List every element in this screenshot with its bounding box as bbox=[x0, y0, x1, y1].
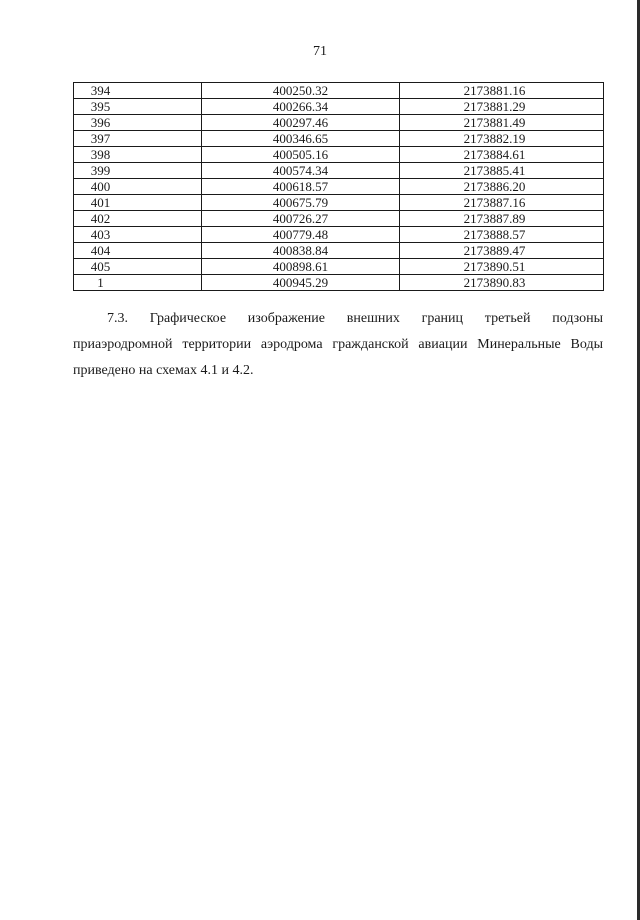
x-coordinate-cell: 400838.84 bbox=[202, 243, 400, 259]
x-coordinate-cell: 400297.46 bbox=[202, 115, 400, 131]
table-row bbox=[74, 243, 604, 259]
paragraph-line: 7.3. Графическое изображение внешних границ третьей подзоны bbox=[107, 311, 603, 326]
table-row bbox=[74, 179, 604, 195]
point-number-cell: 397 bbox=[74, 131, 202, 147]
y-coordinate-cell: 2173885.41 bbox=[400, 163, 604, 179]
x-coordinate-cell: 400574.34 bbox=[202, 163, 400, 179]
y-coordinate-cell: 2173888.57 bbox=[400, 227, 604, 243]
table-row bbox=[74, 259, 604, 275]
x-coordinate-cell: 400250.32 bbox=[202, 83, 400, 99]
coordinates-table-body bbox=[74, 83, 604, 291]
y-coordinate-cell: 2173882.19 bbox=[400, 131, 604, 147]
x-coordinate-cell: 400618.57 bbox=[202, 179, 400, 195]
point-number-cell: 405 bbox=[74, 259, 202, 275]
table-row bbox=[74, 115, 604, 131]
paragraph-line: приаэродромной территории аэродрома гражданской авиации Минеральные Воды bbox=[73, 337, 603, 352]
paragraph-line: приведено на схемах 4.1 и 4.2. bbox=[73, 363, 254, 378]
table-row bbox=[74, 275, 604, 291]
point-number-cell: 402 bbox=[74, 211, 202, 227]
coordinates-table bbox=[73, 82, 604, 291]
y-coordinate-cell: 2173881.29 bbox=[400, 99, 604, 115]
table-row bbox=[74, 147, 604, 163]
y-coordinate-cell: 2173889.47 bbox=[400, 243, 604, 259]
x-coordinate-cell: 400898.61 bbox=[202, 259, 400, 275]
point-number-cell: 400 bbox=[74, 179, 202, 195]
point-number-cell: 399 bbox=[74, 163, 202, 179]
page-number: 71 bbox=[313, 44, 327, 59]
point-number-cell: 395 bbox=[74, 99, 202, 115]
y-coordinate-cell: 2173886.20 bbox=[400, 179, 604, 195]
y-coordinate-cell: 2173881.49 bbox=[400, 115, 604, 131]
x-coordinate-cell: 400945.29 bbox=[202, 275, 400, 291]
table-row bbox=[74, 195, 604, 211]
point-number-cell: 401 bbox=[74, 195, 202, 211]
table-row bbox=[74, 163, 604, 179]
y-coordinate-cell: 2173890.83 bbox=[400, 275, 604, 291]
point-number-cell: 396 bbox=[74, 115, 202, 131]
point-number-cell: 404 bbox=[74, 243, 202, 259]
y-coordinate-cell: 2173890.51 bbox=[400, 259, 604, 275]
table-row bbox=[74, 227, 604, 243]
y-coordinate-cell: 2173887.89 bbox=[400, 211, 604, 227]
y-coordinate-cell: 2173884.61 bbox=[400, 147, 604, 163]
point-number-cell: 403 bbox=[74, 227, 202, 243]
point-number-cell: 394 bbox=[74, 83, 202, 99]
table-row bbox=[74, 99, 604, 115]
x-coordinate-cell: 400726.27 bbox=[202, 211, 400, 227]
x-coordinate-cell: 400505.16 bbox=[202, 147, 400, 163]
x-coordinate-cell: 400346.65 bbox=[202, 131, 400, 147]
x-coordinate-cell: 400675.79 bbox=[202, 195, 400, 211]
section-paragraph bbox=[73, 306, 603, 384]
x-coordinate-cell: 400266.34 bbox=[202, 99, 400, 115]
x-coordinate-cell: 400779.48 bbox=[202, 227, 400, 243]
y-coordinate-cell: 2173881.16 bbox=[400, 83, 604, 99]
y-coordinate-cell: 2173887.16 bbox=[400, 195, 604, 211]
table-row bbox=[74, 131, 604, 147]
point-number-cell: 1 bbox=[74, 275, 202, 291]
table-row bbox=[74, 211, 604, 227]
point-number-cell: 398 bbox=[74, 147, 202, 163]
table-row bbox=[74, 83, 604, 99]
